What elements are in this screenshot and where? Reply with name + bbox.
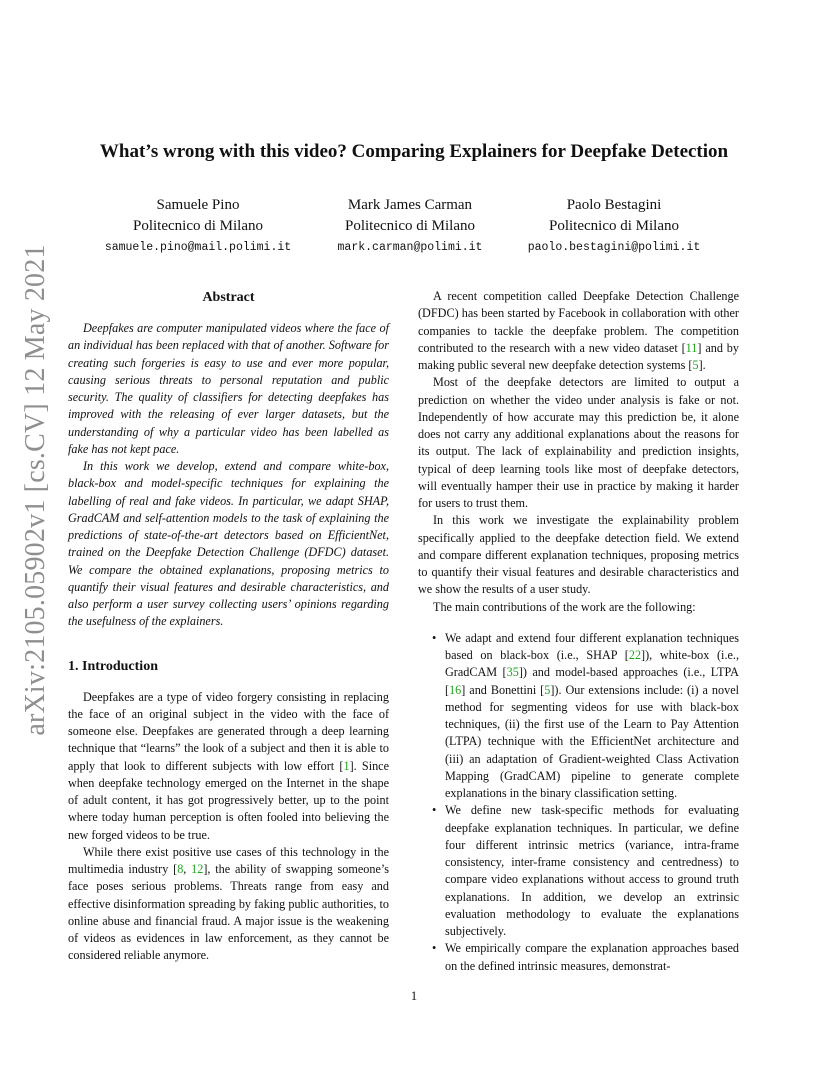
body-paragraph: While there exist positive use cases of this technology in the multimedia industry [8, 12], the ability of swapping someone’s face poses serious problems. Threats range from easy and effective disinformation spreading by faking public authorities, to online abuse and financial fraud. A major issue is the weakening of videos as evidences in law enforcement, as they cannot be considered reliable anymore. — [68, 844, 389, 963]
citation-link[interactable]: 5 — [692, 358, 699, 372]
author-name: Paolo Bestagini — [566, 197, 662, 213]
author-affiliation: Politecnico di Milano — [345, 218, 475, 234]
abstract-heading: Abstract — [202, 290, 255, 305]
abstract-section — [68, 288, 389, 631]
section-heading-introduction: 1. Introduction — [68, 658, 158, 674]
author-email: mark.carman@polimi.it — [337, 241, 483, 254]
contributions-list — [418, 630, 739, 975]
citation-link[interactable]: 5 — [544, 682, 551, 697]
citation-link[interactable]: 11 — [685, 340, 698, 355]
paper-title: What’s wrong with this video? Comparing Explainers for Deepfake Detection — [99, 141, 729, 162]
body-paragraph: Most of the deepfake detectors are limited to output a prediction on whether the video under analysis is fake or not. Independently of how accurate may this prediction be, it alone does not carry any additional explanations about the reasons for its output. The lack of explainability and prediction insights, typical of deep learning tools like most of deepfake detectors, will eventually hamper their use in practice by making it harder for users to trust them. — [418, 375, 739, 510]
author-block-3 — [504, 195, 724, 258]
page-number: 1 — [410, 989, 418, 1003]
left-column — [68, 288, 389, 965]
citation-link[interactable]: 1 — [343, 758, 350, 773]
author-email: samuele.pino@mail.polimi.it — [104, 241, 292, 254]
abstract-paragraph: Deepfakes are computer manipulated videos where the face of an individual has been replaced with that of another. Software for creating such forgeries is easy to use and ever more popular, causing serious threats to personal reputation and public security. The quality of classifiers for detecting deepfakes has improved with the releasing of ever larger datasets, but the understanding of why a particular video has been labelled as fake has not kept pace. — [68, 321, 389, 456]
author-name: Mark James Carman — [347, 197, 473, 213]
arxiv-identifier: arXiv:2105.05902v1 [cs.CV] 12 May 2021 — [20, 244, 51, 736]
citation-link[interactable]: 8 — [177, 862, 184, 876]
citation-link[interactable]: 12 — [191, 862, 204, 876]
abstract-paragraph: In this work we develop, extend and compare white-box, black-box and model-specific techniques for explaining the labelling of real and fake videos. In particular, we adapt SHAP, GradCAM and self-attention models to the task of explaining the predictions of state-of-the-art detectors based on EfficientNet, trained on the Deepfake Detection Challenge (DFDC) dataset. We compare the obtained explanations, proposing metrics to quantify their visual features and desirable characteristics, and also perform a user survey collecting users’ opinions regarding the usefulness of the explainers. — [68, 459, 389, 629]
citation-link[interactable]: 35 — [506, 665, 519, 680]
author-block-2 — [300, 195, 520, 258]
list-item: • We adapt and extend four different explanation techniques based on black-box (i.e., SHAP [22]), white-box (i.e., GradCAM [35]) and model-based approaches (i.e., LTPA [16] and Bonettini [5]). Our extensions include: (i) a novel method for segmenting videos for use with black-box techniques, (ii) the first use of the Learn to Pay Attention (LTPA) technique with the EfficientNet architecture and (iii) an adaptation of Gradient-weighted Class Activation Mapping (GradCAM) pipeline to generate complete explanations in the binary classification setting. — [418, 630, 739, 803]
body-paragraph: Deepfakes are a type of video forgery consisting in replacing the face of an original subject in the video with the face of someone else. Deepfakes are generated through a deep learning technique that “learns” the look of a subject and then it is able to apply that look to different subjects with low effort [1]. Since when deepfake technology emerged on the Internet in the shape of adult content, it has got progressively better, up to the point where today human perception is often fooled into believing the new forged videos to be true. — [68, 689, 389, 842]
author-name: Samuele Pino — [156, 197, 240, 213]
author-email: paolo.bestagini@polimi.it — [527, 241, 701, 254]
citation-link[interactable]: 22 — [628, 648, 642, 662]
citation-link[interactable]: 16 — [449, 682, 462, 697]
author-block-1 — [88, 195, 308, 258]
right-column — [418, 288, 739, 975]
body-paragraph: In this work we investigate the explainability problem specifically applied to the deepfake detection field. We extend and compare different explanation techniques, proposing metrics to quantify their visual features and desirable characteristics and we show the results of a user study. — [418, 513, 739, 597]
list-item: • We define new task-specific methods for evaluating deepfake explanation techniques. In particular, we define four different intrinsic metrics (variance, intra-frame consistency, inter-frame consistency and centredness) to compare video explanations without access to ground truth explanations. In addition, we develop an extrinsic evaluation methodology to evaluate the explanations subjectively. — [418, 802, 739, 940]
author-affiliation: Politecnico di Milano — [133, 218, 263, 234]
list-item: • We empirically compare the explanation approaches based on the defined intrinsic measures, demonstrat- — [418, 940, 739, 975]
author-affiliation: Politecnico di Milano — [549, 218, 679, 234]
body-paragraph: A recent competition called Deepfake Detection Challenge (DFDC) has been started by Facebook in collaboration with other companies to tackle the deepfake problem. The competition contributed to the research with a new video dataset [11] and by making public several new deepfake detection systems [5]. — [418, 289, 739, 372]
body-paragraph: The main contributions of the work are the following: — [433, 599, 696, 614]
